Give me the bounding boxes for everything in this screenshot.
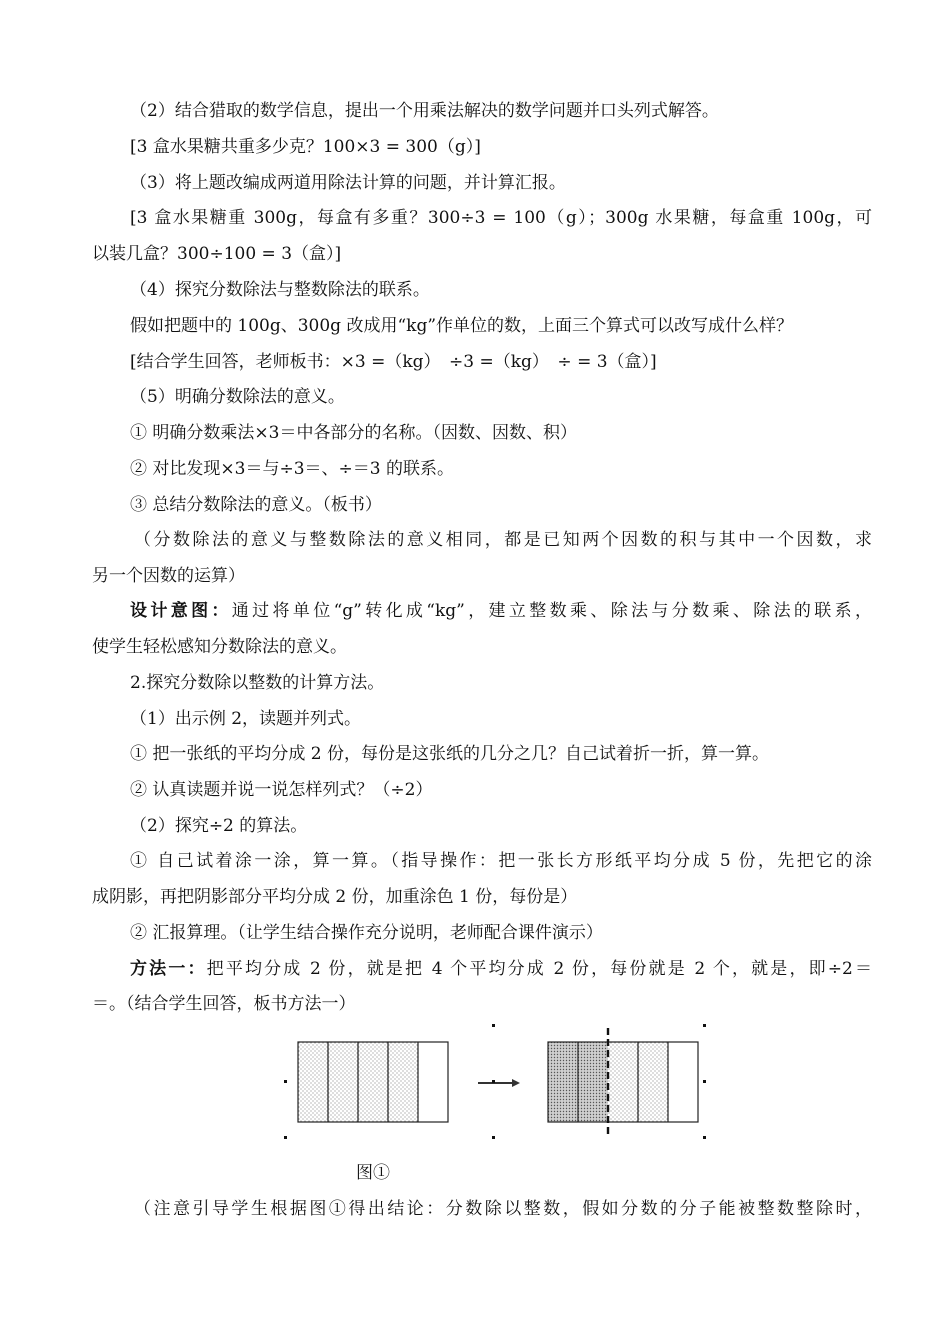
shaded-part (388, 1042, 418, 1122)
paragraph-line: （3）将上题改编成两道用除法计算的问题，并计算汇报。 (130, 173, 566, 193)
paragraph-line: ① 把一张纸的平均分成 2 份，每份是这张纸的几分之几？自己试着折一折，算一算。 (130, 744, 770, 764)
dark-shaded-part (578, 1042, 608, 1122)
shaded-part (328, 1042, 358, 1122)
paragraph-line: 以装几盒？300÷100 = 3（盒）] (92, 244, 342, 264)
dark-shaded-part (548, 1042, 578, 1122)
paragraph-line: ② 认真读题并说一说怎样列式？（÷2） (130, 780, 433, 800)
shaded-part (298, 1042, 328, 1122)
paragraph-line: （5）明确分数除法的意义。 (130, 387, 345, 407)
paragraph-line: [3 盒水果糖共重多少克？100×3 = 300（g）] (130, 137, 481, 157)
paragraph-line: ① 明确分数乘法×3＝中各部分的名称。（因数、因数、积） (130, 423, 577, 443)
design-intent-label: 设计意图： (130, 601, 232, 621)
paragraph-line: 成阴影，再把阴影部分平均分成 2 份，加重涂色 1 份，每份是） (92, 887, 578, 907)
paragraph-line: （4）探究分数除法与整数除法的联系。 (130, 280, 430, 300)
left-rectangle (298, 1042, 448, 1122)
paragraph-line: [结合学生回答，老师板书：×3 =（kg） ÷3 =（kg） ÷ = 3（盒）] (130, 352, 657, 372)
method-one-line (130, 958, 872, 980)
paragraph-line: ② 对比发现×3＝与÷3＝、÷＝3 的联系。 (130, 459, 454, 479)
paragraph-line: ① 自己试着涂一涂，算一算。（指导操作：把一张长方形纸平均分成 5 份，先把它的涂 (130, 851, 872, 871)
design-intent-line (130, 600, 872, 622)
paragraph-line: （2）结合猎取的数学信息，提出一个用乘法解决的数学问题并口头列式解答。 (130, 101, 719, 121)
paragraph-line: 假如把题中的 100g、300g 改成用“kg”作单位的数，上面三个算式可以改写成什么样？ (130, 316, 794, 336)
fraction-division-figure (280, 1020, 720, 1145)
figure-caption: 图① (356, 1163, 390, 1183)
method-one-label: 方法一： (130, 959, 207, 979)
paragraph-line: 使学生轻松感知分数除法的意义。 (92, 637, 347, 657)
paragraph-line: （1）出示例 2，读题并列式。 (130, 709, 362, 729)
shaded-part (638, 1042, 668, 1122)
paragraph-line: （2）探究÷2 的算法。 (130, 816, 308, 836)
right-arrow-icon (478, 1079, 520, 1087)
paragraph-line: ② 汇报算理。（让学生结合操作充分说明，老师配合课件演示） (130, 923, 603, 943)
method-one-text: 把平均分成 2 份，就是把 4 个平均分成 2 份，每份就是 2 个，就是，即÷2＝ (206, 959, 873, 979)
right-rectangle (548, 1028, 698, 1138)
paragraph-line: [3 盒水果糖重 300g，每盒有多重？300÷3 = 100（g）；300g 水果糖，每盒重 100g，可 (130, 208, 872, 228)
paragraph-line: （注意引导学生根据图①得出结论：分数除以整数，假如分数的分子能被整数整除时， (134, 1199, 872, 1219)
paragraph-line: ③ 总结分数除法的意义。（板书） (130, 495, 382, 515)
shaded-part (358, 1042, 388, 1122)
design-intent-text: 通过将单位“g”转化成“kg”，建立整数乘、除法与分数乘、除法的联系， (231, 601, 872, 621)
paragraph-line: （分数除法的意义与整数除法的意义相同，都是已知两个因数的积与其中一个因数，求 (134, 530, 872, 550)
paragraph-line: ＝。（结合学生回答，板书方法一） (92, 994, 356, 1014)
shaded-part (608, 1042, 638, 1122)
paragraph-line: 另一个因数的运算） (92, 566, 245, 586)
section-heading: 2.探究分数除以整数的计算方法。 (130, 673, 385, 693)
